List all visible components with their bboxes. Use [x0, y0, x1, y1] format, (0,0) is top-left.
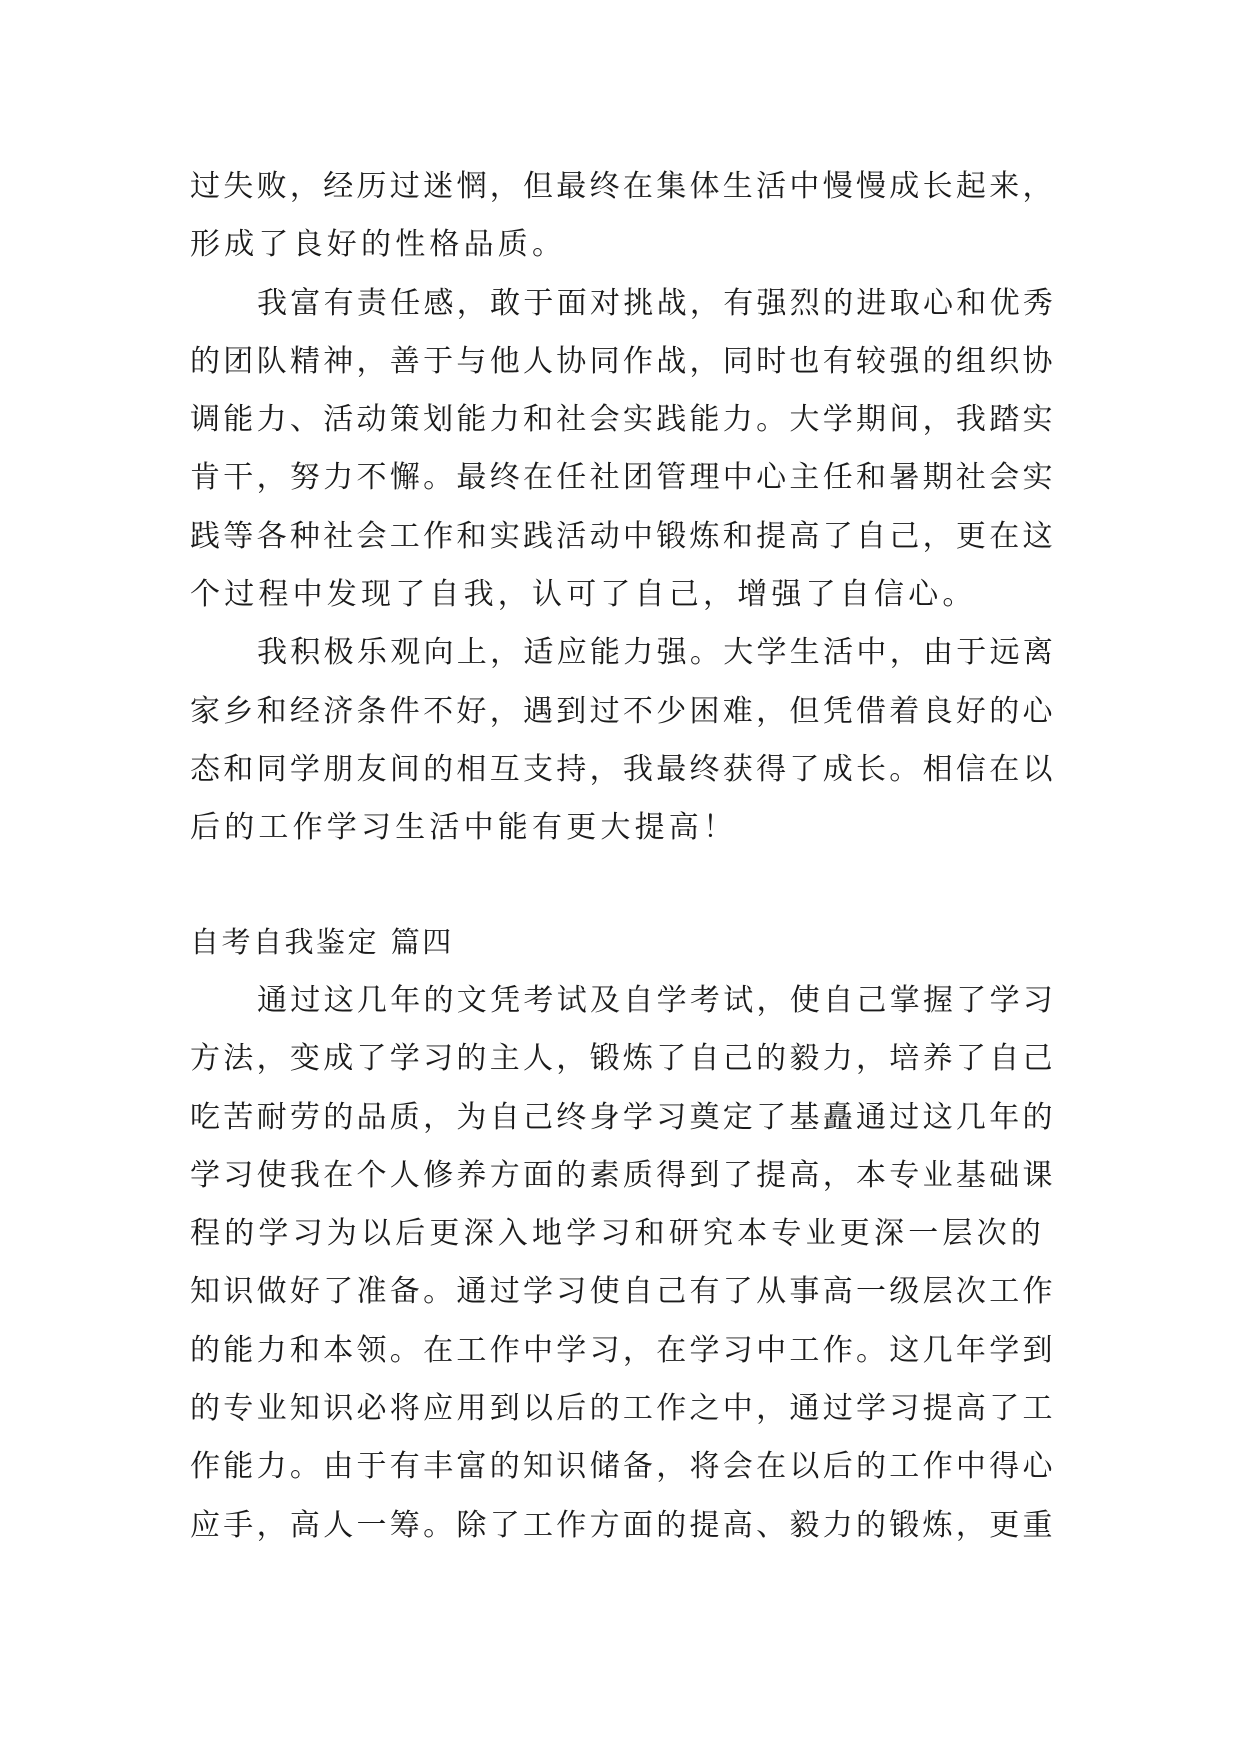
paragraph-line: 践等各种社会工作和实践活动中锻炼和提高了自己，更在这: [190, 518, 1056, 554]
paragraph-line: 调能力、活动策划能力和社会实践能力。大学期间，我踏实: [190, 402, 1056, 438]
paragraph-line: 通过这几年的文凭考试及自学考试，使自己掌握了学习: [257, 983, 1057, 1018]
paragraph-line: 态和同学朋友间的相互支持，我最终获得了成长。相信在以: [190, 751, 1056, 787]
paragraph-line: 吃苦耐劳的品质，为自己终身学习奠定了基矗通过这几年的: [190, 1099, 1056, 1135]
paragraph-line: 后的工作学习生活中能有更大提高！: [190, 810, 738, 846]
paragraph-line: 我积极乐观向上，适应能力强。大学生活中，由于远离: [257, 635, 1057, 671]
paragraph-line: 家乡和经济条件不好，遇到过不少困难，但凭借着良好的心: [190, 693, 1056, 729]
paragraph-line: 肯干，努力不懈。最终在任社团管理中心主任和暑期社会实: [190, 460, 1056, 496]
paragraph-line: 知识做好了准备。通过学习使自己有了从事高一级层次工作: [190, 1274, 1056, 1310]
paragraph-line: 过失败，经历过迷惘，但最终在集体生活中慢慢成长起来，: [190, 169, 1056, 204]
paragraph-line: 程的学习为以后更深入地学习和研究本专业更深一层次的: [190, 1216, 1045, 1252]
paragraph-line: 的能力和本领。在工作中学习，在学习中工作。这几年学到: [190, 1332, 1056, 1368]
paragraph-line: 的团队精神，善于与他人协同作战，同时也有较强的组织协: [190, 343, 1056, 379]
section-2-body: [190, 972, 1058, 1555]
paragraph-line: 我富有责任感，敢于面对挑战，有强烈的进取心和优秀: [257, 285, 1057, 321]
paragraph-line: 个过程中发现了自我，认可了自己，增强了自信心。: [190, 577, 977, 613]
paragraph-line: 形成了良好的性格品质。: [190, 227, 567, 263]
section-heading: 自考自我鉴定 篇四: [190, 925, 454, 959]
paragraph-line: 方法，变成了学习的主人，锻炼了自己的毅力，培养了自己: [190, 1041, 1056, 1077]
paragraph-line: 的专业知识必将应用到以后的工作之中，通过学习提高了工: [190, 1391, 1056, 1427]
paragraph-line: 学习使我在个人修养方面的素质得到了提高，本专业基础课: [190, 1157, 1056, 1193]
paragraph-line: 应手，高人一筹。除了工作方面的提高、毅力的锻炼，更重: [190, 1507, 1056, 1543]
paragraph-line: 作能力。由于有丰富的知识储备，将会在以后的工作中得心: [190, 1449, 1056, 1485]
section-1-body: [190, 158, 1058, 858]
